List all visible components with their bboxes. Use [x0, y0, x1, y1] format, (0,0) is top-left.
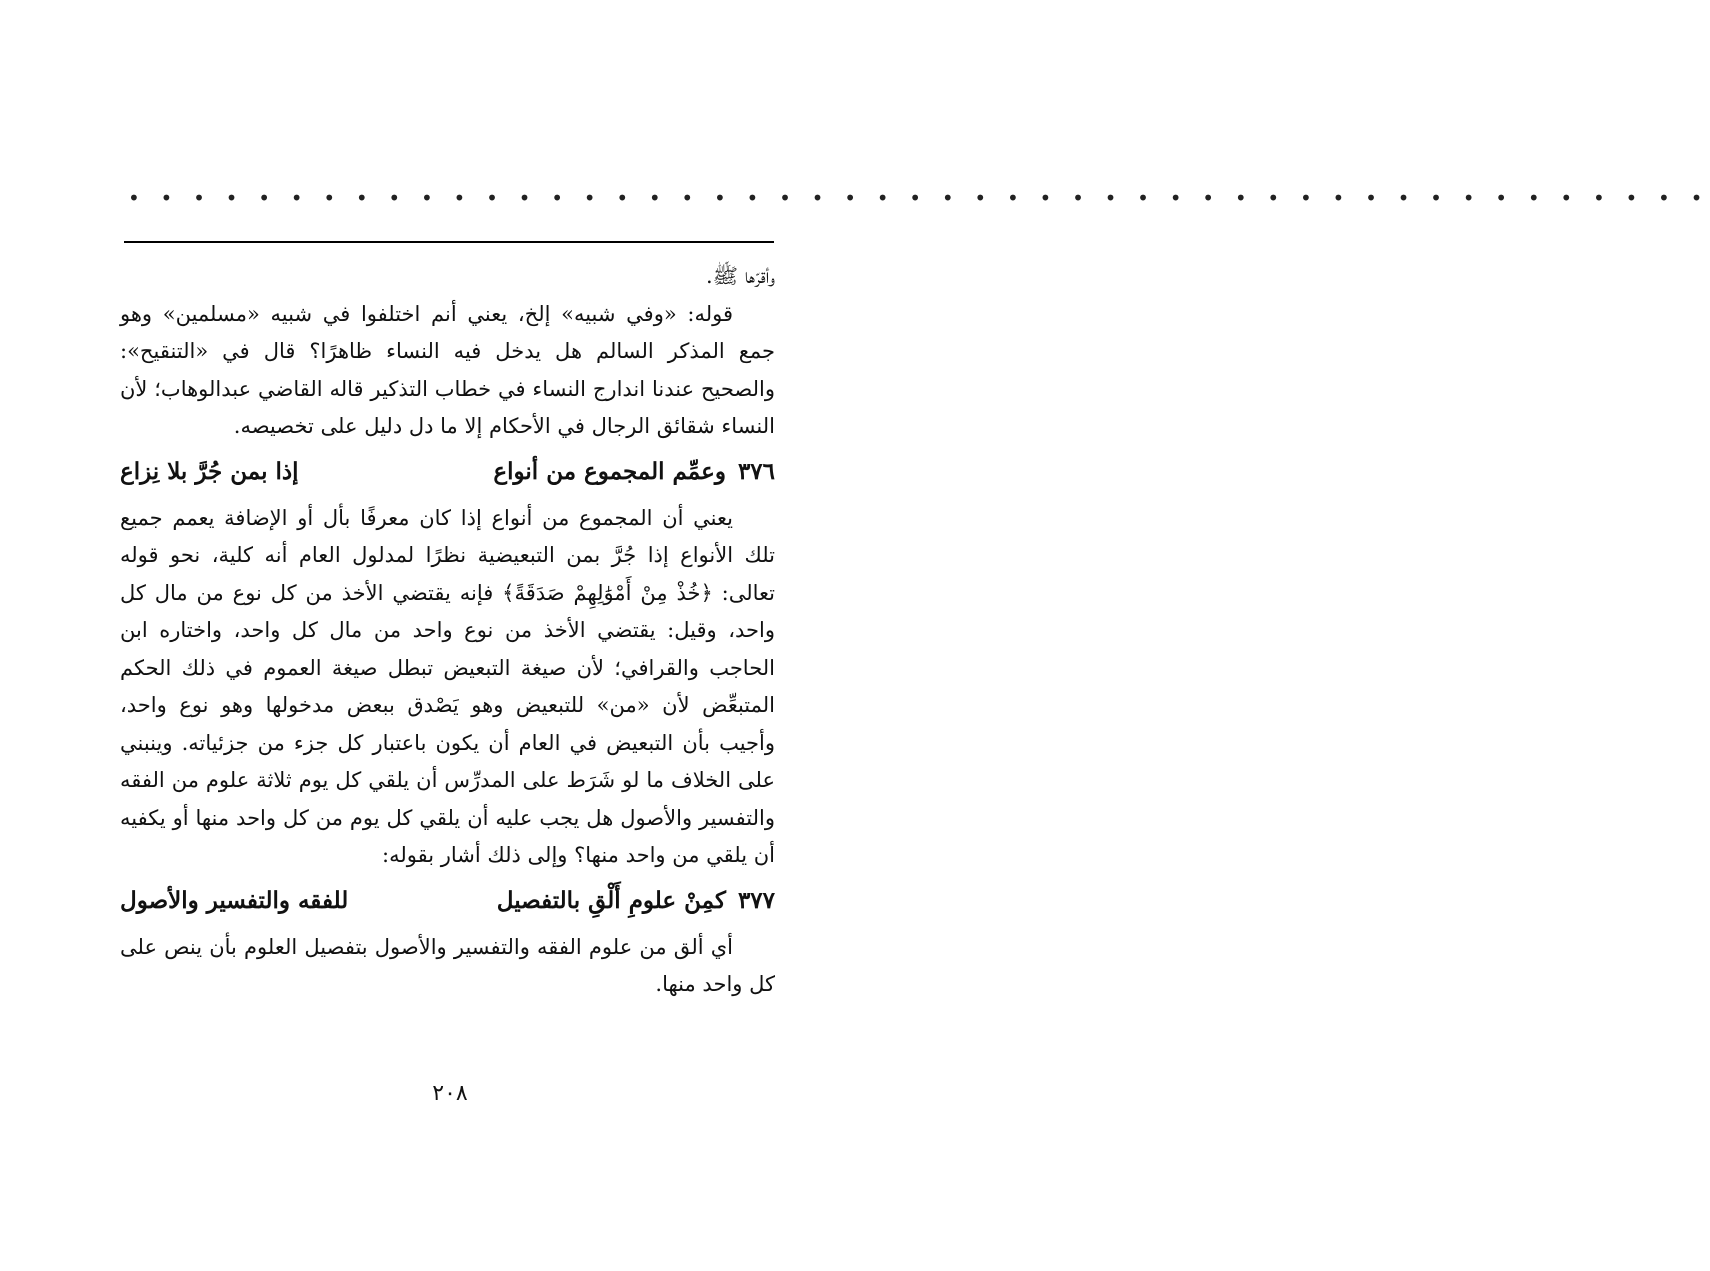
footnote-separator-rule — [124, 241, 774, 243]
verse-376-number: ٣٧٦ — [737, 457, 775, 485]
paragraph-2: يعني أن المجموع من أنواع إذا كان معرفًا بأل أو الإضافة يعمم جميع تلك الأنواع إذا جُرَّ بمن التبعيضية نظرًا لمدلول العام أنه كلية، نحو قوله تعالى: ﴿خُذْ مِنْ أَمْوَٰلِهِمْ صَدَقَةً﴾ فإنه يقتضي الأخذ من كل نوع من مال كل واحد، وقيل: يقتضي الأخذ من نوع واحد من مال كل واحد، واختاره ابن الحاجب والقرافي؛ لأن صيغة التبعيض تبطل صيغة العموم في ذلك الحكم المتبعِّض لأن «من» للتبعيض وهو يَصْدق ببعض مدخولها وهو نوع واحد، وأجيب بأن التبعيض في العام أن يكون باعتبار كل جزء من جزئياته. وينبني على الخلاف ما لو شَرَط على المدرِّس أن يلقي كل يوم ثلاثة علوم من الفقه والتفسير والأصول هل يجب عليه أن يلقي كل يوم من كل واحد منها أو يكفيه أن يلقي من واحد منها؟ وإلى ذلك أشار بقوله: — [120, 505, 775, 867]
verse-377-first-hemistich — [497, 881, 775, 921]
header-dotted-line: • • • • • • • • • • • • • • • • • • • • • • • • • • • • • • • • • • • • • • • • • • • • • • • • • — [128, 186, 1710, 210]
verse-376-first-text: وعمِّم المجموع من أنواع — [493, 457, 726, 485]
paragraph-3: أي ألق من علوم الفقه والتفسير والأصول بتفصيل العلوم بأن ينص على كل واحد منها. — [120, 934, 775, 996]
verse-377 — [120, 881, 775, 921]
verse-376 — [120, 452, 775, 492]
paragraph-1: قوله: «وفي شبيه» إلخ، يعني أنم اختلفوا في شبيه «مسلمين» وهو جمع المذكر السالم هل يدخل فيه النساء ظاهرًا؟ قال في «التنقيح»: والصحيح عندنا اندارج النساء في خطاب التذكير قاله القاضي عبدالوهاب؛ لأن النساء شقائق الرجال في الأحكام إلا ما دل دليل على تخصيصه. — [120, 301, 775, 438]
verse-377-first-text: كمِنْ علومِ أَلْقِ بالتفصيل — [496, 886, 726, 914]
page-number: ٢٠٨ — [432, 1081, 468, 1106]
verse-377-number: ٣٧٧ — [737, 886, 775, 914]
verse-376-second-hemistich: إذا بمن جُرَّ بلا نِزاع — [120, 457, 299, 485]
paragraph-0: وأقرّها ﷺ. — [706, 264, 775, 288]
page-body — [120, 258, 775, 1004]
verse-377-second-hemistich: للفقه والتفسير والأصول — [120, 886, 349, 914]
verse-376-first-hemistich — [493, 452, 775, 492]
